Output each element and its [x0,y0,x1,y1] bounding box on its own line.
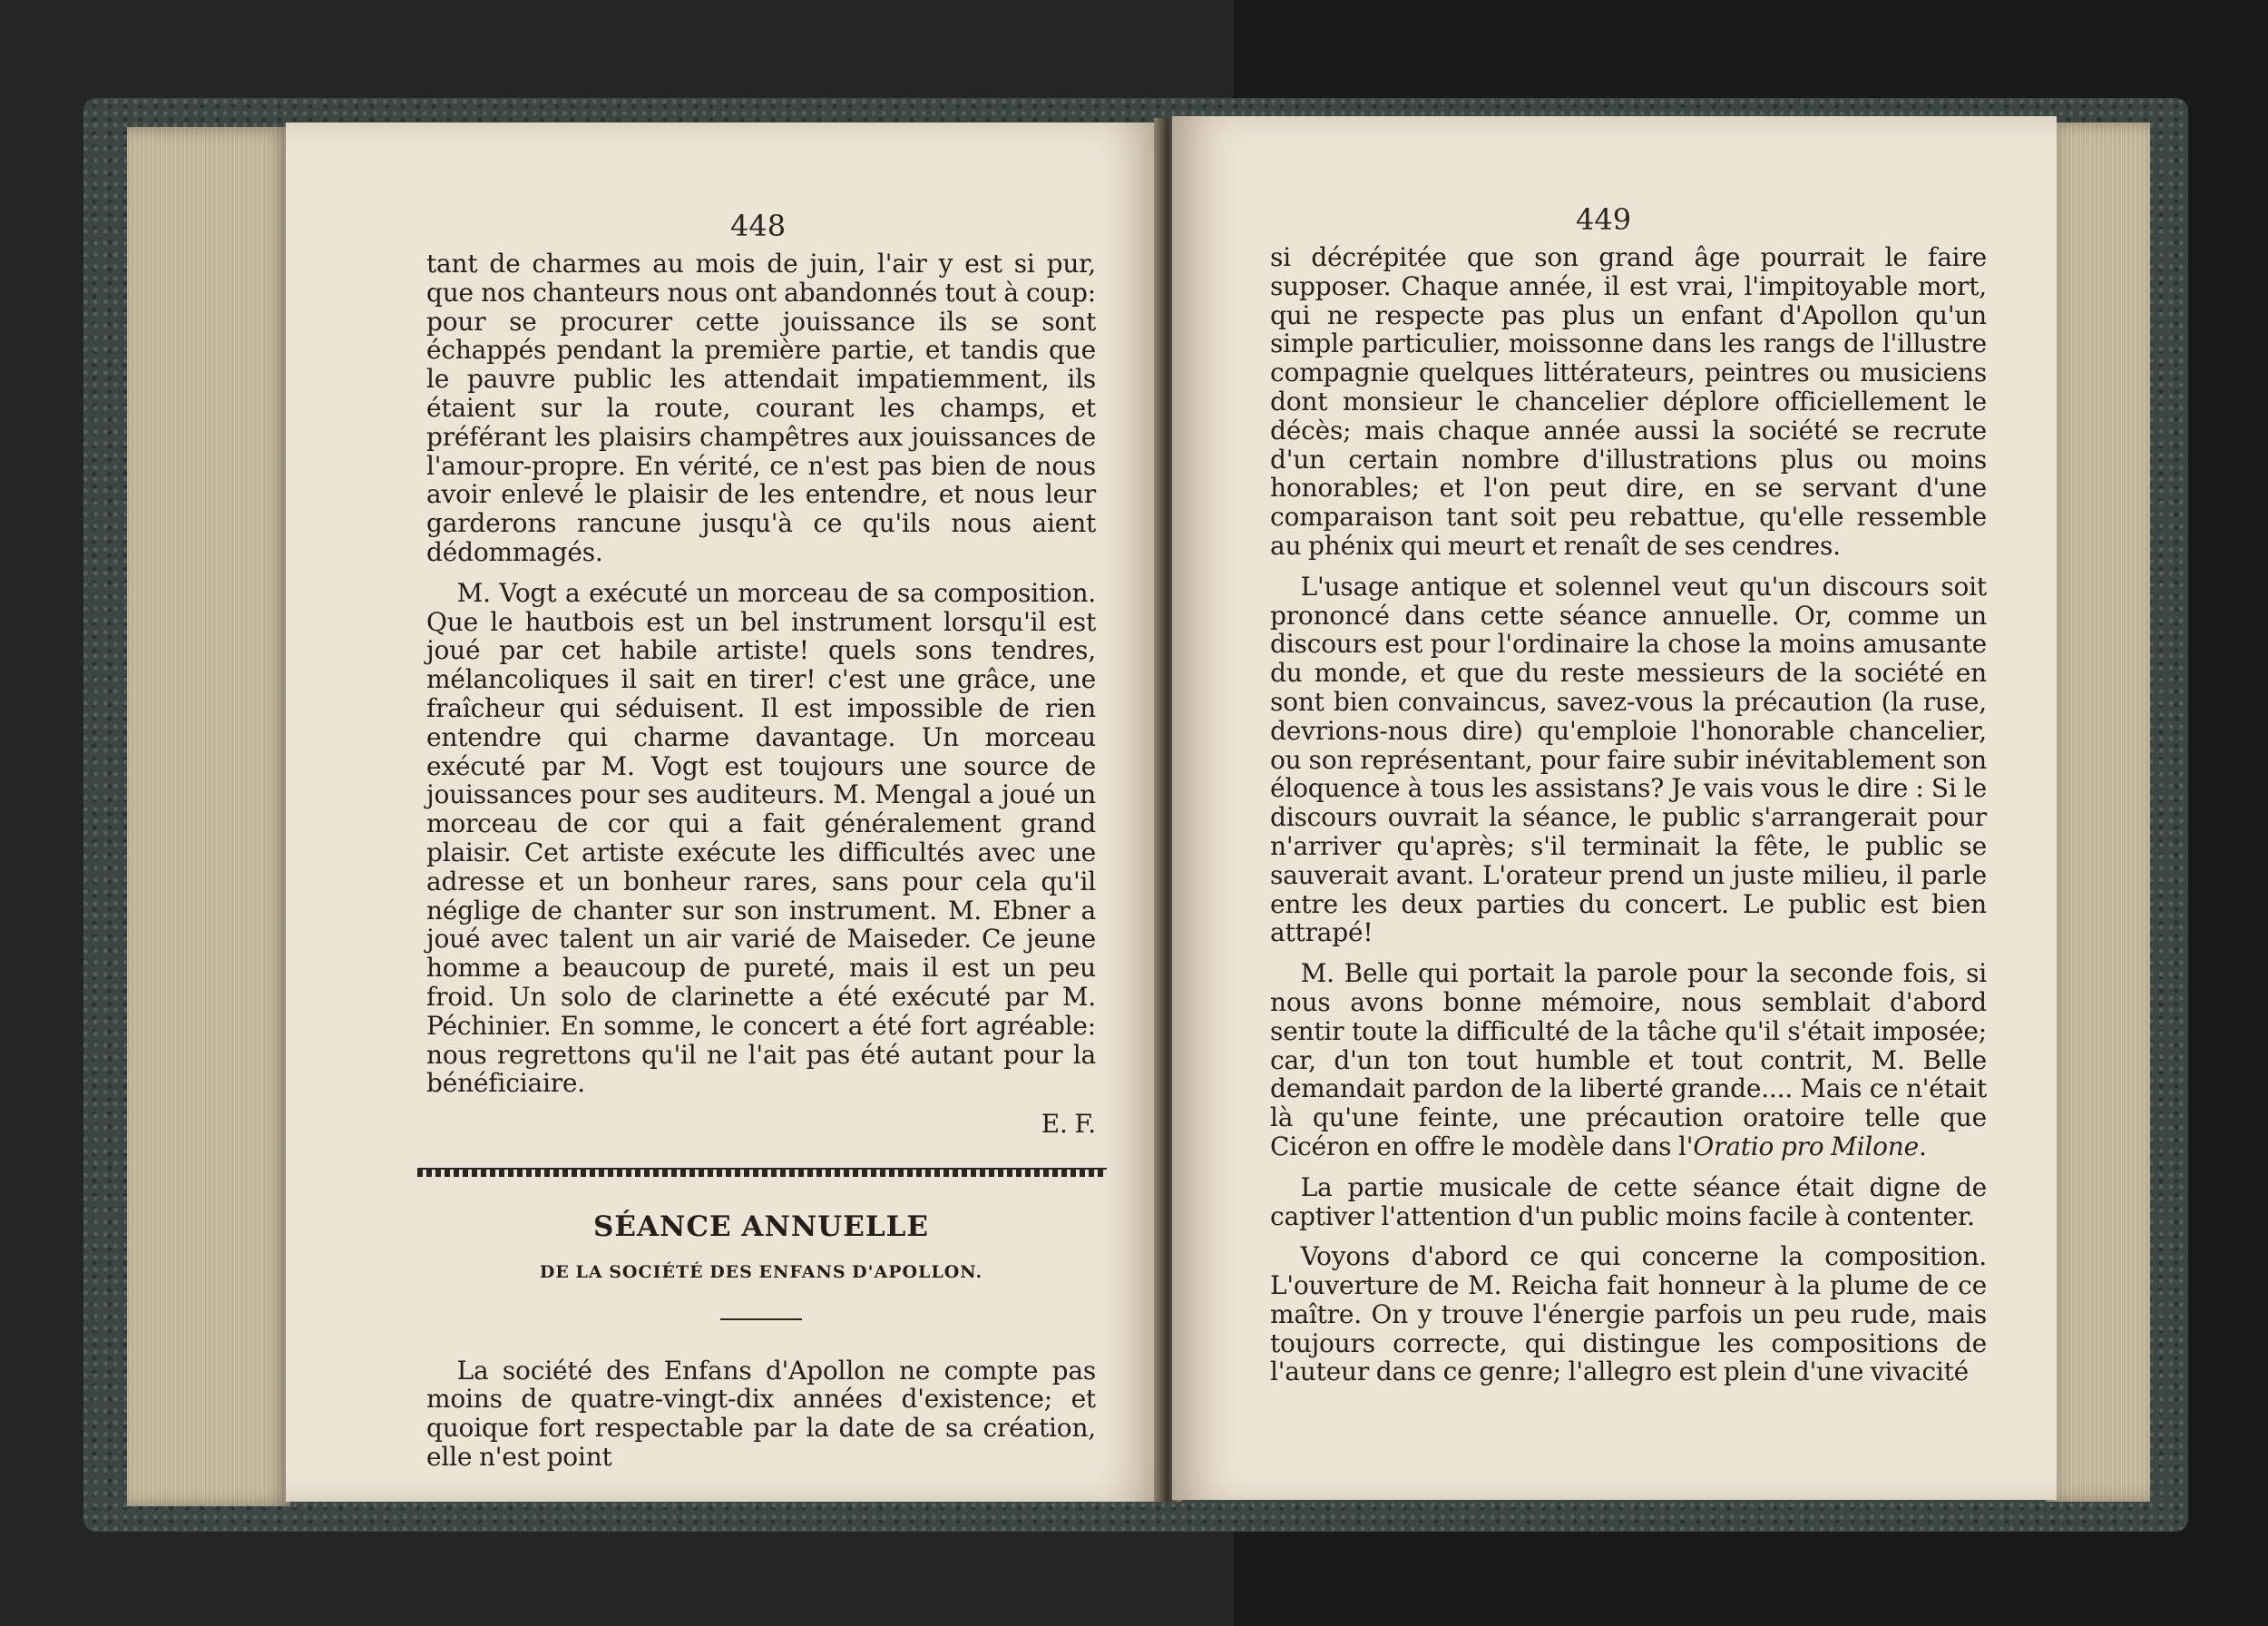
right-continued-paragraph: si décrépitée que son grand âge pourrait le faire supposer. Chaque année, il est vrai, l'impitoyable mort, qui ne respecte pas plus un enfant d'Apollon qu'un simple particulier, moissonne dans les rangs de l'illustre compagnie quelques littérateurs, peintres ou musiciens dont monsieur le chancelier déplore officiellement le décès; mais chaque année aussi la société se recrute d'un certain nombre d'illustrations plus ou moins honorables; et l'on peut dire, en se servant d'une comparaison tant soit peu rebattue, qu'elle ressemble au phénix qui meurt et renaît de ses cendres. [1270,242,1987,561]
right-paragraph-belle [1270,959,1987,1161]
left-continued-paragraph: tant de charmes au mois de juin, l'air y est si pur, que nos chanteurs nous ont abandonnés tout à coup: pour se procurer cette jouissance ils se sont échappés pendant la première partie, et tandis que le pauvre public les attendait impatiemment, ils étaient sur la route, courant les champs, et préférant les plaisirs champêtres aux jouissances de l'amour-propre. En vérité, ce n'est pas bien de nous avoir enlevé le plaisir de les entendre, et nous leur garderons rancune jusqu'à ce qu'ils nous aient dédommagés. [426,249,1096,567]
page-edges-left [127,127,290,1506]
title-rule [720,1318,802,1320]
right-paragraph-usage: L'usage antique et solennel veut qu'un discours soit prononcé dans cette séance annuelle. Or, comme un discours est pour l'ordinaire la chose la moins amusante du monde, et que du reste messieurs de la société en sont bien convaincus, savez-vous la précaution (la ruse, devrions-nous dire) qu'emploie l'honorable chancelier, ou son représentant, pour faire subir inévitablement son éloquence à tous les assistans? Je vais vous le dire : Si le discours ouvrait la séance, le public s'arrangerait pour n'arriver qu'après; s'il terminait la fête, le public se sauverait avant. L'orateur prend un juste milieu, il parle entre les deux parties du concert. Le public est bien attrapé! [1270,571,1987,948]
left-opening-paragraph: La société des Enfans d'Apollon ne compte pas moins de quatre-vingt-dix années d'existence; et quoique fort respectable par la date de sa création, elle n'est point [426,1355,1096,1472]
page-edges-right [2046,122,2150,1502]
section-divider [417,1168,1107,1177]
page-number-right: 449 [1576,202,1632,237]
right-paragraph-voyons: Voyons d'abord ce qui concerne la composition. L'ouverture de M. Reicha fait honneur à la plume de ce maître. On y trouve l'énergie parfois un peu rude, mais toujours correcte, qui distingue les compositions de l'auteur dans ce genre; l'allegro est plein d'une vivacité [1270,1241,1987,1387]
left-page [286,122,1161,1502]
left-text-block [426,250,1096,1484]
belle-italic-title: Oratio pro Milone [1693,1131,1919,1161]
section-title: SÉANCE ANNUELLE [592,1210,930,1243]
belle-end: . [1919,1131,1927,1161]
article-signature: E. F. [1041,1109,1096,1140]
belle-text: M. Belle qui portait la parole pour la seconde fois, si nous avons bonne mémoire, nous semblait d'abord sentir toute la difficulté de la tâche qu'il s'était imposée; car, d'un ton tout humble et tout contrit, M. Belle demandait pardon de la liberté grande.... Mais ce n'était là qu'une feinte, une précaution oratoire telle que Cicéron en offre le modèle dans l' [1270,958,1987,1161]
section-subtitle: DE LA SOCIÉTÉ DES ENFANS D'APOLLON. [539,1261,983,1282]
page-number-left: 448 [730,209,787,243]
right-text-block [1270,243,1987,1398]
right-paragraph-musicale: La partie musicale de cette séance était digne de captiver l'attention d'un public moins facile à contenter. [1270,1171,1987,1231]
right-page [1172,116,2057,1500]
left-paragraph-vogt: M. Vogt a exécuté un morceau de sa composition. Que le hautbois est un bel instrument lorsqu'il est joué par cet habile artiste! quels sons tendres, mélancoliques il sait en tirer! c'est une grâce, une fraîcheur qui séduisent. Il est impossible de rien entendre qui charme davantage. Un morceau exécuté par M. Vogt est toujours une source de jouissances pour ses auditeurs. M. Mengal a joué un morceau de cor qui a fait généralement grand plaisir. Cet artiste exécute les difficultés avec une adresse et un bonheur rares, sans pour cela qu'il néglige de chanter sur son instrument. M. Ebner a joué avec talent un air varié de Maiseder. Ce jeune homme a beaucoup de pureté, mais il est un peu froid. Un solo de clarinette a été exécuté par M. Péchinier. En somme, le concert a été fort agréable: nous regrettons qu'il ne l'ait pas été autant pour la bénéficiaire. [426,577,1096,1099]
